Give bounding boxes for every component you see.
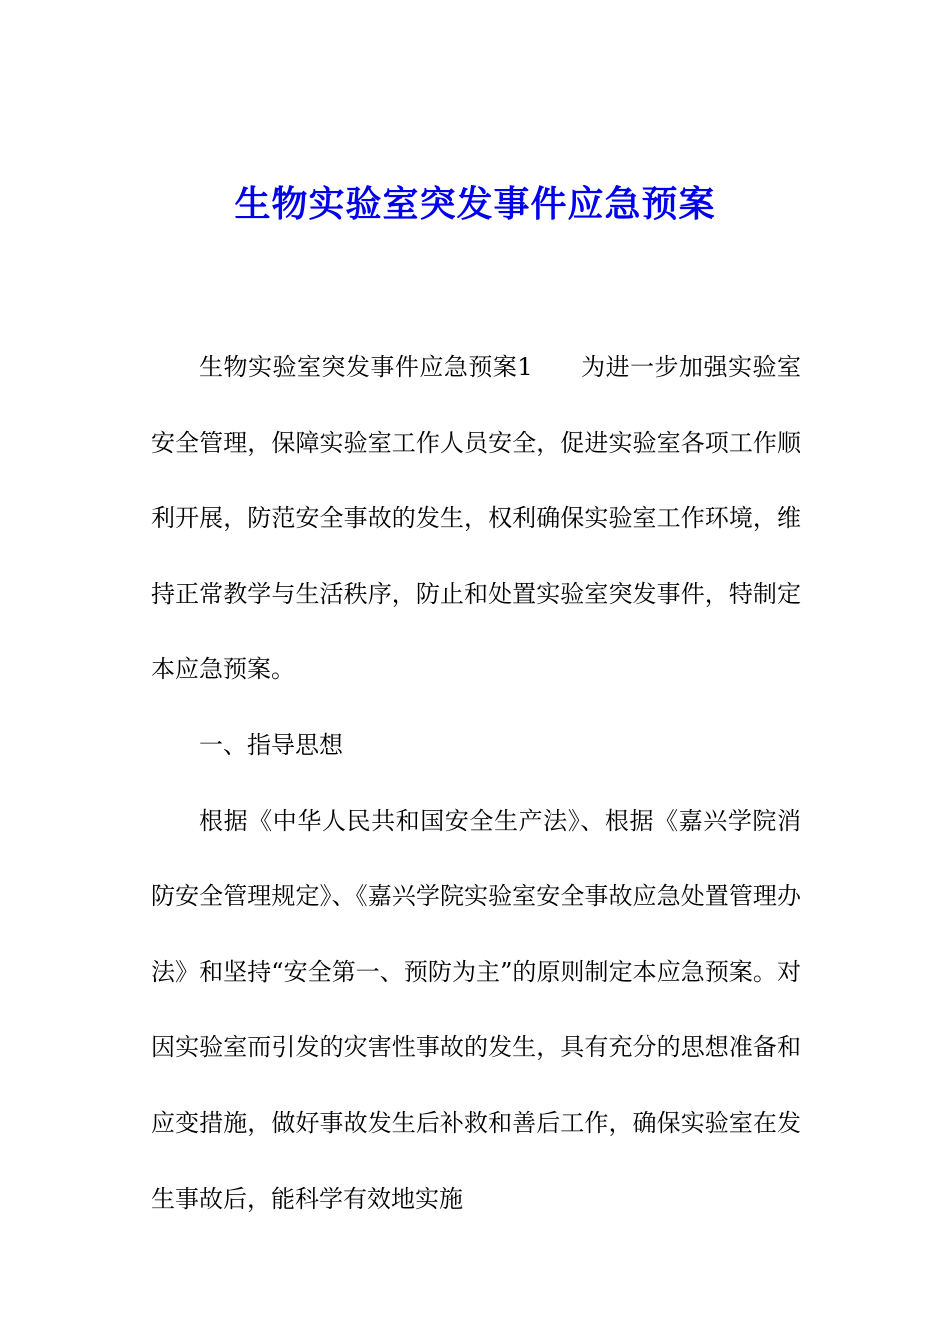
intro-paragraph bbox=[151, 330, 801, 708]
intro-text: 为进一步加强实验室安全管理，保障实验室工作人员安全，促进实验室各项工作顺利开展，防范安全事故的发生，权利确保实验室工作环境，维持正常教学与生活秩序，防止和处置实验室突发事件，特制定本应急预案。 bbox=[151, 353, 801, 684]
section-1-paragraph: 根据《中华人民共和国安全生产法》、根据《嘉兴学院消防安全管理规定》、《嘉兴学院实验室安全事故应急处置管理办法》和坚持“安全第一、预防为主”的原则制定本应急预案。对因实验室而引发的灾害性事故的发生，具有充分的思想准备和应变措施，做好事故发生后补救和善后工作，确保实验室在发生事故后，能科学有效地实施 bbox=[151, 806, 801, 1213]
section-1-heading: 一、指导思想 bbox=[199, 730, 343, 759]
intro-heading: 生物实验室突发事件应急预案1 bbox=[199, 353, 533, 381]
document-title: 生物实验室突发事件应急预案 bbox=[234, 183, 716, 225]
document-body bbox=[151, 330, 801, 1237]
